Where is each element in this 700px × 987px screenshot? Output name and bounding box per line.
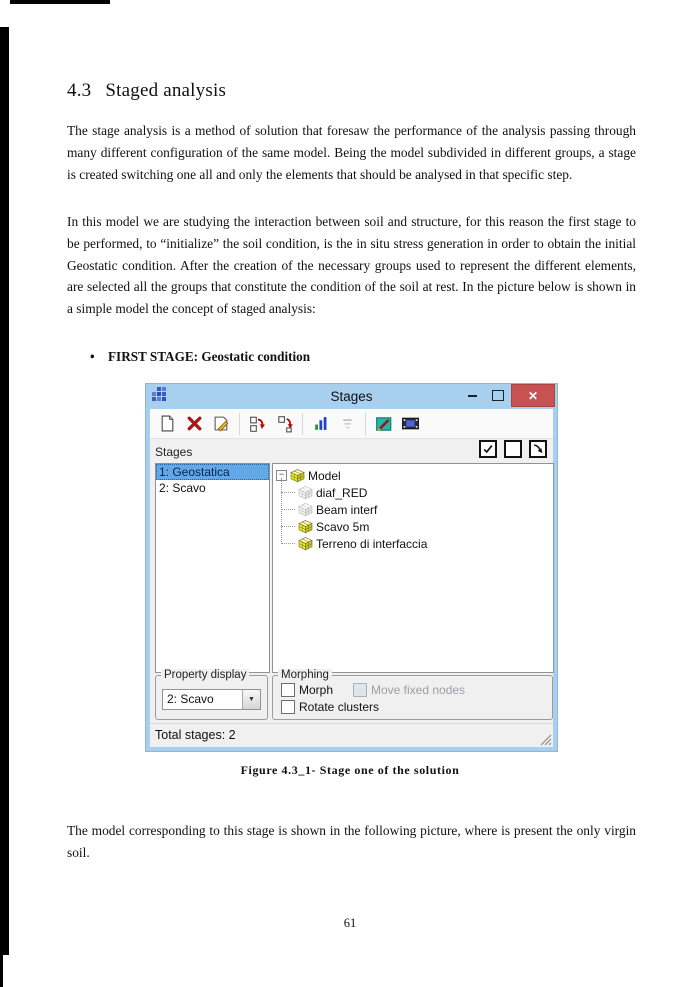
- checkbox-icon[interactable]: [281, 683, 295, 697]
- group-cube-inactive-icon: [298, 502, 313, 517]
- group-cube-active-icon: [290, 468, 305, 483]
- app-icon: [152, 387, 167, 407]
- property-display-group: [155, 669, 268, 720]
- section-title: Staged analysis: [105, 80, 227, 101]
- close-button[interactable]: [511, 384, 555, 407]
- invert-selection-arrow-icon: [532, 443, 544, 455]
- edit-colors-icon: [375, 415, 393, 433]
- maximize-icon: [492, 390, 504, 401]
- toolbar-separator: [302, 413, 303, 435]
- tree-item-label[interactable]: Beam interf: [316, 502, 378, 517]
- selection-buttons: [479, 440, 547, 458]
- invert-selection-button[interactable]: [529, 440, 547, 458]
- bullet-icon: •: [90, 349, 95, 364]
- tree-item[interactable]: [281, 518, 553, 535]
- group-cube-active-icon: [298, 536, 313, 551]
- figure-caption: Figure 4.3_1- Stage one of the solution: [240, 763, 460, 777]
- checkbox-icon[interactable]: [281, 700, 295, 714]
- toolbar-separator: [365, 413, 366, 435]
- page-number: 61: [343, 916, 357, 930]
- copy-stage-attributes-icon: [249, 415, 267, 433]
- delete-stage-button[interactable]: [181, 411, 208, 436]
- tree-connector: [281, 492, 295, 493]
- checkbox-label: Move fixed nodes: [371, 683, 466, 697]
- tree-item[interactable]: [281, 501, 553, 518]
- minimize-button[interactable]: [459, 386, 485, 406]
- group-label: Morphing: [278, 669, 332, 681]
- select-all-button[interactable]: [479, 440, 497, 458]
- deselect-all-button[interactable]: [504, 440, 522, 458]
- tree-item-label[interactable]: diaf_RED: [316, 485, 368, 500]
- tree-connector: [281, 543, 295, 544]
- tree-item-label[interactable]: Scavo 5m: [316, 519, 370, 534]
- tree-item[interactable]: [281, 535, 553, 552]
- checkbox-label: Morph: [299, 683, 334, 697]
- dropdown-value: 2: Scavo: [167, 692, 214, 706]
- group-cube-active-icon: [298, 519, 313, 534]
- stage-list-item[interactable]: 1: Geostatica: [156, 464, 269, 480]
- paragraph: In this model we are studying the interaction between soil and structure, for this reason the first stage to be performed, to “initialize” the soil condition, is the in situ stress generation in order to obtain the initial Geostatic condition. After the creation of the necessary groups used to represent the different elements, are selected all the groups that constitute the condition of the soil at rest. In the picture below is shown in a simple model the concept of staged analysis:: [67, 214, 636, 317]
- stages-window: [146, 384, 557, 751]
- tree-item[interactable]: [281, 484, 553, 501]
- status-bar: [150, 723, 553, 747]
- chevron-down-icon[interactable]: ▼: [242, 690, 260, 709]
- morphing-group: [272, 669, 553, 720]
- bullet-text: FIRST STAGE: Geostatic condition: [108, 349, 311, 364]
- titlebar[interactable]: [146, 384, 557, 409]
- stages-list-label: Stages: [155, 445, 193, 459]
- scan-edge-artifact: [0, 955, 3, 987]
- copy-stage-icon: [276, 415, 294, 433]
- scan-edge-artifact: [0, 27, 9, 955]
- tree-item-label[interactable]: Terreno di interfaccia: [316, 536, 428, 551]
- group-cube-inactive-icon: [298, 485, 313, 500]
- animation-button[interactable]: [397, 411, 424, 436]
- new-stage-icon: [159, 415, 176, 432]
- tree-root-row[interactable]: [276, 467, 553, 484]
- stage-levels-button[interactable]: [334, 411, 361, 436]
- checkbox-label: Rotate clusters: [299, 700, 380, 714]
- property-display-dropdown[interactable]: [162, 689, 261, 710]
- paragraph: The stage analysis is a method of solution that foresaw the performance of the analysis passing through many different configuration of the same model. Being the model subdivided in different groups, a stage is created switching one all and only the elements that should be analysed in that specific step.: [67, 123, 636, 182]
- stage-chart-icon: [312, 415, 329, 432]
- bullet-item: [90, 349, 310, 365]
- new-stage-button[interactable]: [154, 411, 181, 436]
- move-fixed-nodes-checkbox: [353, 683, 465, 697]
- section-heading: [67, 80, 226, 102]
- edit-stage-icon: [213, 415, 230, 432]
- minimize-icon: [468, 395, 477, 397]
- maximize-button[interactable]: [485, 386, 511, 406]
- stage-levels-disabled-icon: [339, 415, 356, 432]
- tree-connector: [281, 478, 282, 544]
- toolbar-separator: [239, 413, 240, 435]
- copy-stage-attributes-button[interactable]: [244, 411, 271, 436]
- stage-list[interactable]: [155, 463, 270, 673]
- checkbox-icon: [353, 683, 367, 697]
- section-number: 4.3: [67, 80, 92, 101]
- check-icon: [482, 443, 494, 455]
- morph-checkbox[interactable]: [281, 683, 333, 697]
- scan-edge-artifact: [10, 0, 110, 4]
- edit-colors-button[interactable]: [370, 411, 397, 436]
- collapse-icon[interactable]: −: [276, 470, 287, 481]
- animation-icon: [401, 415, 420, 432]
- delete-stage-icon: [186, 415, 203, 432]
- status-text: Total stages: 2: [155, 728, 236, 742]
- edit-stage-button[interactable]: [208, 411, 235, 436]
- stage-chart-button[interactable]: [307, 411, 334, 436]
- paragraph: The model corresponding to this stage is shown in the following picture, where is present the only virgin soil.: [67, 823, 636, 860]
- close-icon: ✕: [527, 388, 539, 403]
- copy-stage-button[interactable]: [271, 411, 298, 436]
- rotate-clusters-checkbox[interactable]: [281, 700, 379, 714]
- group-label: Property display: [161, 669, 249, 681]
- window-title: Stages: [330, 389, 373, 404]
- dialog-client-area: [150, 409, 553, 747]
- stage-list-item[interactable]: 2: Scavo: [159, 481, 206, 495]
- toolbar: [150, 409, 553, 439]
- tree-connector: [281, 526, 295, 527]
- tree-connector: [281, 509, 295, 510]
- tree-root-label[interactable]: Model: [308, 468, 341, 483]
- resize-grip-icon[interactable]: [539, 733, 552, 746]
- group-tree[interactable]: [272, 463, 554, 673]
